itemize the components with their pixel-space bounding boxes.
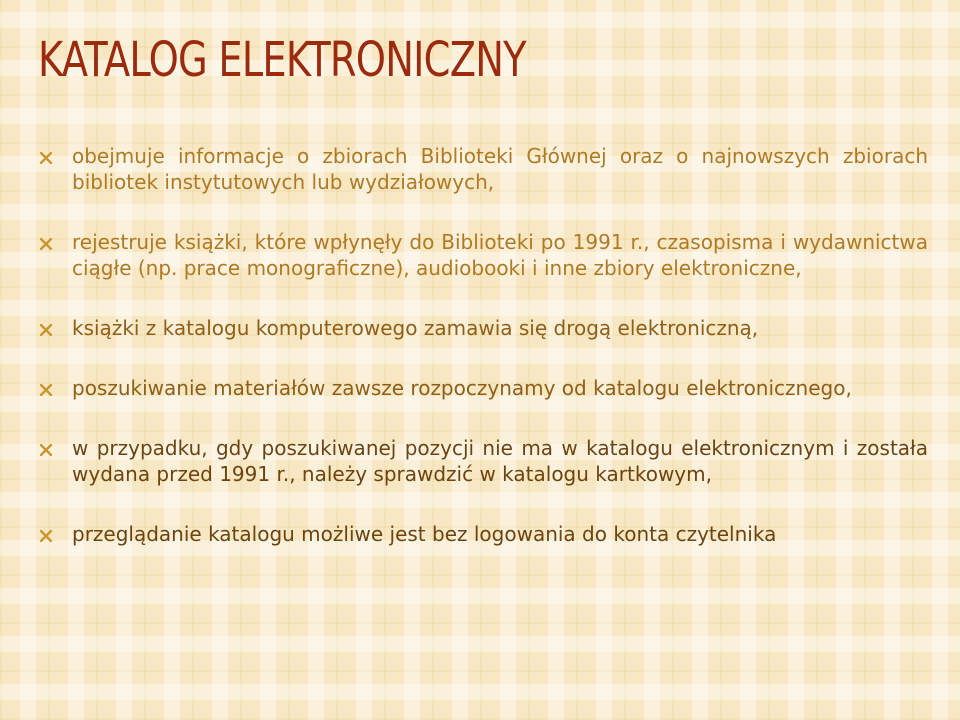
cross-icon: [40, 444, 52, 456]
bullet-text: poszukiwanie materiałów zawsze rozpoczynamy od katalogu elektronicznego,: [72, 376, 852, 400]
slide-title: KATALOG ELEKTRONICZNY: [38, 32, 526, 88]
bullet-text: rejestruje książki, które wpłynęły do Biblioteki po 1991 r., czasopisma i wydawnictwa ciągłe (np. prace monograficzne), audiobooki i inne zbiory elektroniczne,: [72, 230, 928, 280]
bullet-item: [40, 521, 928, 547]
cross-icon: [40, 238, 52, 250]
cross-icon: [40, 324, 52, 336]
cross-icon: [40, 384, 52, 396]
bullet-list: [40, 143, 928, 581]
bullet-text: przeglądanie katalogu możliwe jest bez logowania do konta czytelnika: [72, 522, 777, 546]
bullet-item: [40, 143, 928, 195]
bullet-text: książki z katalogu komputerowego zamawia się drogą elektroniczną,: [72, 316, 759, 340]
cross-icon: [40, 152, 52, 164]
bullet-item: [40, 435, 928, 487]
cross-icon: [40, 530, 52, 542]
bullet-text: obejmuje informacje o zbiorach Biblioteki Głównej oraz o najnowszych zbiorach bibliotek instytutowych lub wydziałowych,: [72, 144, 928, 194]
bullet-item: [40, 315, 928, 341]
bullet-text: w przypadku, gdy poszukiwanej pozycji nie ma w katalogu elektronicznym i została wydana przed 1991 r., należy sprawdzić w katalogu kartkowym,: [72, 436, 928, 486]
bullet-item: [40, 229, 928, 281]
bullet-item: [40, 375, 928, 401]
